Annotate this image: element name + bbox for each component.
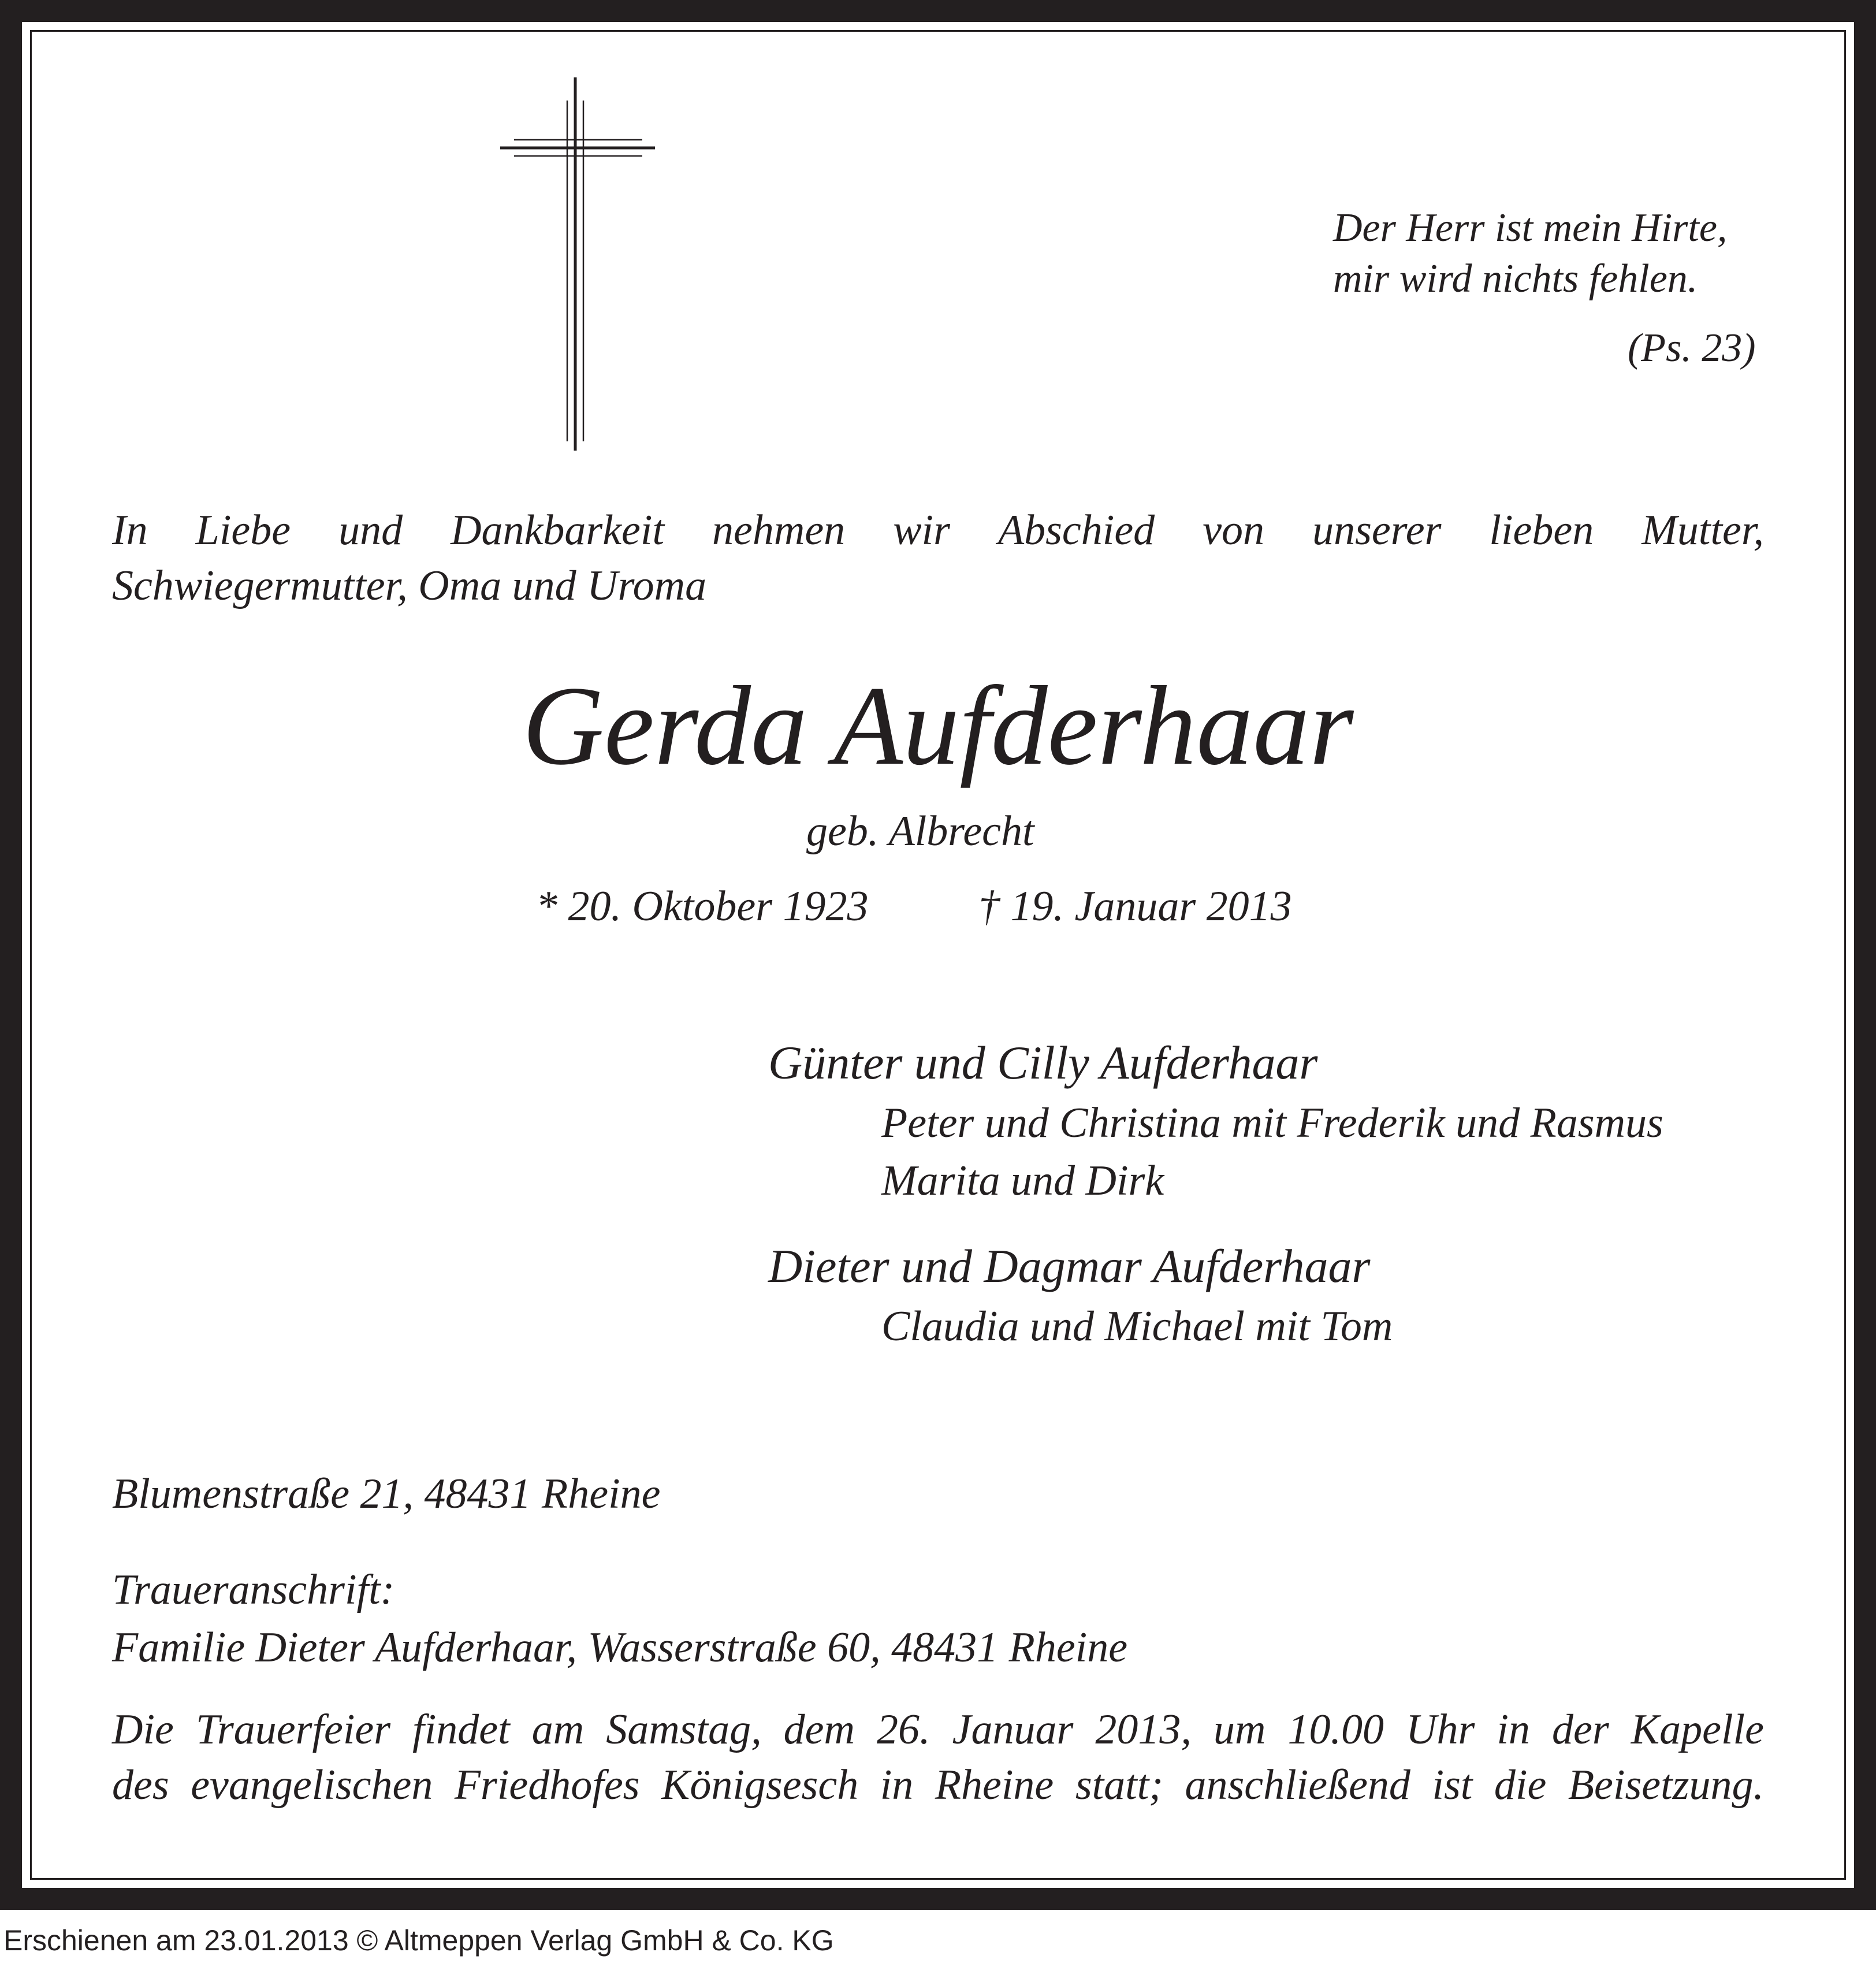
cross-icon: [500, 77, 656, 451]
word: ist: [1432, 1761, 1473, 1809]
word: Friedhofes: [454, 1761, 640, 1809]
ceremony-line-2: [112, 1757, 1764, 1813]
death-date: † 19. Januar 2013: [978, 883, 1292, 930]
word: am: [531, 1706, 585, 1753]
word: unserer: [1312, 507, 1442, 554]
word: statt;: [1075, 1761, 1163, 1809]
word: Dankbarkeit: [451, 507, 665, 554]
word: lieben: [1489, 507, 1594, 554]
mourning-address-label: Traueranschrift:: [112, 1566, 395, 1613]
word: der: [1552, 1706, 1609, 1753]
word: nehmen: [712, 507, 846, 554]
word: dem: [783, 1706, 855, 1753]
home-address: Blumenstraße 21, 48431 Rheine: [112, 1470, 661, 1518]
psalm-line-1: Der Herr ist mein Hirte,: [1333, 206, 1728, 250]
birth-date: * 20. Oktober 1923: [536, 883, 869, 930]
word: und: [338, 507, 403, 554]
word: Samstag,: [606, 1706, 762, 1753]
word: Königsesch: [661, 1761, 859, 1809]
family-group-1-line-2: Marita und Dirk: [881, 1157, 1164, 1204]
deceased-name: Gerda Aufderhaar: [522, 663, 1354, 789]
publication-footer: Erschienen am 23.01.2013 © Altmeppen Verlag GmbH & Co. KG: [3, 1924, 834, 1957]
word: Trauerfeier: [195, 1706, 391, 1753]
psalm-line-2: mir wird nichts fehlen.: [1333, 256, 1698, 301]
intro-text: [112, 503, 1764, 614]
word: Abschied: [997, 507, 1155, 554]
word: Rheine: [935, 1761, 1054, 1809]
word: in: [1497, 1706, 1530, 1753]
word: wir: [893, 507, 950, 554]
family-group-2-head: Dieter und Dagmar Aufderhaar: [768, 1240, 1371, 1292]
word: die: [1494, 1761, 1547, 1809]
word: Januar: [952, 1706, 1074, 1753]
family-group-1-head: Günter und Cilly Aufderhaar: [768, 1036, 1318, 1089]
family-group-1-line-1: Peter und Christina mit Frederik und Rasmus: [881, 1099, 1663, 1147]
word: Mutter,: [1642, 507, 1764, 554]
word: 10.00: [1287, 1706, 1384, 1753]
word: Uhr: [1406, 1706, 1475, 1753]
word: Die: [112, 1706, 174, 1753]
ceremony-text: [112, 1702, 1764, 1813]
intro-line-2: Schwiegermutter, Oma und Uroma: [112, 562, 707, 609]
mourning-address: Familie Dieter Aufderhaar, Wasserstraße 60, 48431 Rheine: [112, 1624, 1128, 1671]
word: evangelischen: [191, 1761, 433, 1809]
word: von: [1203, 507, 1265, 554]
family-group-2-line-1: Claudia und Michael mit Tom: [881, 1303, 1393, 1350]
word: um: [1213, 1706, 1266, 1753]
word: 26.: [877, 1706, 930, 1753]
word: in: [880, 1761, 914, 1809]
word: 2013,: [1095, 1706, 1192, 1753]
word: In: [112, 507, 148, 554]
word: Kapelle: [1631, 1706, 1764, 1753]
word: anschließend: [1185, 1761, 1410, 1809]
word: Liebe: [195, 507, 291, 554]
intro-line-1: [112, 503, 1764, 558]
psalm-reference: (Ps. 23): [1628, 326, 1756, 370]
word: Beisetzung.: [1568, 1761, 1764, 1809]
word: des: [112, 1761, 169, 1809]
maiden-name: geb. Albrecht: [806, 808, 1034, 855]
ceremony-line-1: [112, 1702, 1764, 1757]
word: findet: [412, 1706, 510, 1753]
